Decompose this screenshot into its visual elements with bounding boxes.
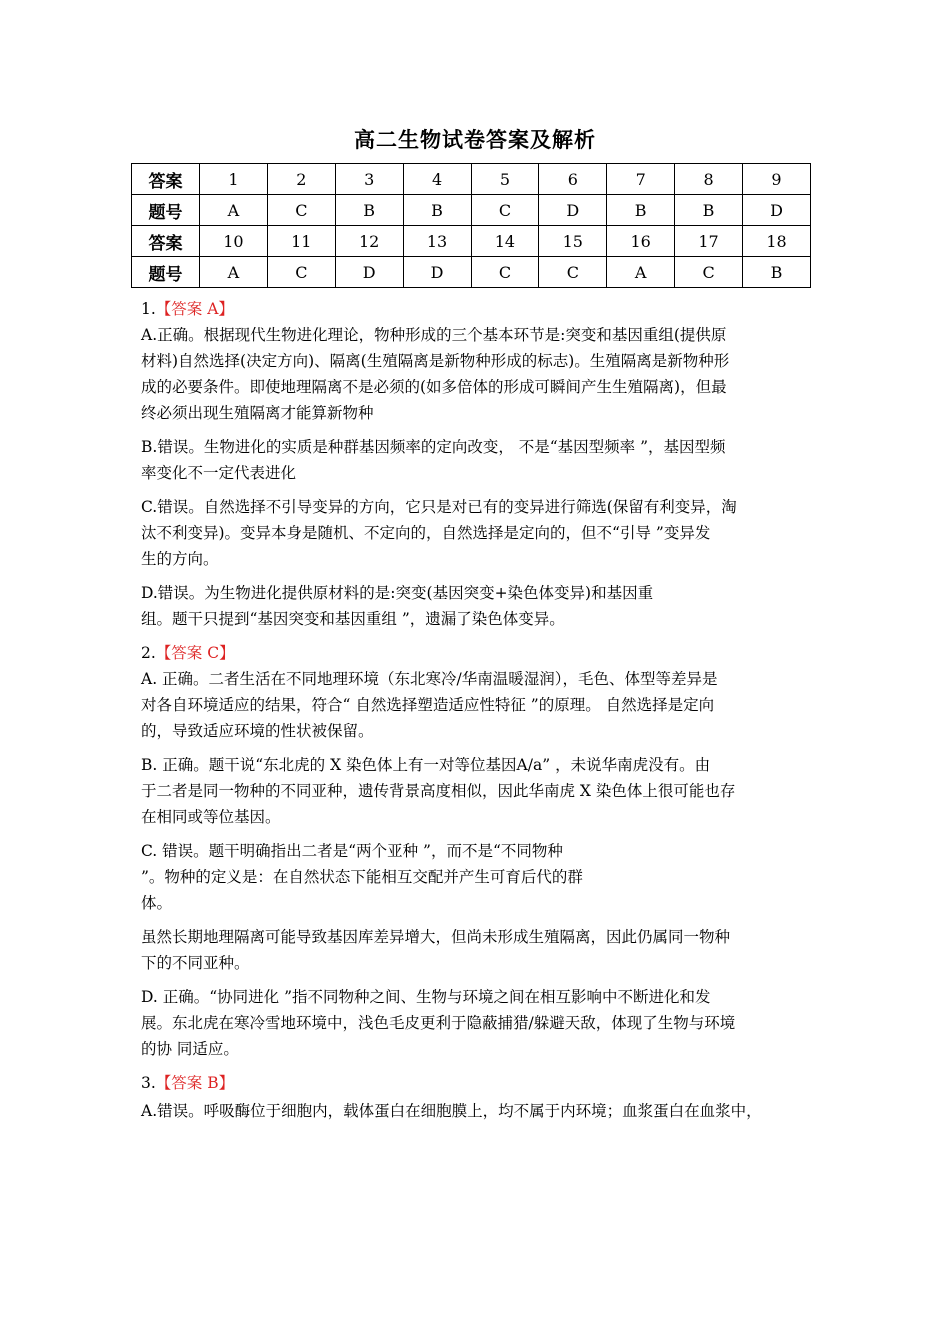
table-cell: B [403, 195, 471, 226]
table-cell: B [743, 257, 811, 288]
table-cell: A [200, 257, 268, 288]
row-header: 答案 [132, 164, 200, 195]
q1-option-c: C.错误。自然选择不引导变异的方向，它只是对已有的变异进行筛选(保留有利变异，淘 汰不利变异)。变异本身是随机、不定向的，自然选择是定向的，但不“引导 ”变异发 生的方向。 [141, 498, 737, 568]
table-cell: 6 [539, 164, 607, 195]
table-cell: 13 [403, 226, 471, 257]
table-row [132, 226, 811, 257]
page-title: 高二生物试卷答案及解析 [354, 128, 596, 152]
table-cell: 11 [267, 226, 335, 257]
table-cell: 9 [743, 164, 811, 195]
q2-number: 2. [141, 644, 156, 662]
table-cell: B [675, 195, 743, 226]
q2-option-d: D. 正确。“协同进化 ”指不同物种之间、生物与环境之间在相互影响中不断进化和发 展。东北虎在寒冷雪地环境中，浅色毛皮更利于隐蔽捕猎/躲避天敌，体现了生物与环境 的协 同适应。 [141, 988, 736, 1058]
explanations [141, 296, 821, 1124]
table-cell: A [607, 257, 675, 288]
q1-option-a: A.正确。根据现代生物进化理论，物种形成的三个基本环节是:突变和基因重组(提供原 材料)自然选择(决定方向)、隔离(生殖隔离是新物种形成的标志)。生殖隔离是新物种形 成的必要条件。即使地理隔离不是必须的(如多倍体的形成可瞬间产生生殖隔离)，但最 终必须出现生殖隔离才能算新物种 [141, 326, 730, 422]
q2-answer: 【答案 C】 [155, 644, 235, 662]
table-cell: 2 [267, 164, 335, 195]
table-cell: 7 [607, 164, 675, 195]
table-cell: 16 [607, 226, 675, 257]
answer-table [131, 163, 811, 288]
table-cell: 5 [471, 164, 539, 195]
table-cell: C [267, 195, 335, 226]
q3-answer: 【答案 B】 [155, 1074, 235, 1092]
q2-option-a: A. 正确。二者生活在不同地理环境（东北寒冷/华南温暖湿润），毛色、体型等差异是 对各自环境适应的结果，符合“ 自然选择塑造适应性特征 ”的原理。 自然选择是定向 的，导致适应环境的性状被保留。 [141, 670, 718, 740]
table-cell: B [607, 195, 675, 226]
table-cell: 18 [743, 226, 811, 257]
row-header: 答案 [132, 226, 200, 257]
table-cell: 14 [471, 226, 539, 257]
q2-option-c-continued: 虽然长期地理隔离可能导致基因库差异增大，但尚未形成生殖隔离，因此仍属同一物种 下的不同亚种。 [141, 928, 731, 972]
table-cell: D [403, 257, 471, 288]
table-cell: D [335, 257, 403, 288]
table-row [132, 257, 811, 288]
table-cell: C [675, 257, 743, 288]
q3-heading [141, 1070, 821, 1096]
table-cell: D [539, 195, 607, 226]
q1-number: 1. [141, 300, 156, 318]
table-row [132, 164, 811, 195]
table-cell: 10 [200, 226, 268, 257]
row-header: 题号 [132, 195, 200, 226]
table-cell: 4 [403, 164, 471, 195]
table-cell: C [267, 257, 335, 288]
q2-option-b: B. 正确。题干说“东北虎的 X 染色体上有一对等位基因A/a” ，未说华南虎没有。由 于二者是同一物种的不同亚种，遗传背景高度相似，因此华南虎 X 染色体上很可能也存 在相同或等位基因。 [141, 756, 736, 826]
q3-number: 3. [141, 1074, 156, 1092]
table-cell: 17 [675, 226, 743, 257]
q3-option-a: A.错误。呼吸酶位于细胞内，载体蛋白在细胞膜上，均不属于内环境；血浆蛋白在血浆中， [141, 1102, 762, 1120]
q1-heading [141, 296, 821, 322]
row-header: 题号 [132, 257, 200, 288]
q2-option-c: C. 错误。题干明确指出二者是“两个亚种 ”，而不是“不同物种 ”。物种的定义是：在自然状态下能相互交配并产生可育后代的群 体。 [141, 842, 583, 912]
table-cell: 3 [335, 164, 403, 195]
table-cell: A [200, 195, 268, 226]
table-cell: 15 [539, 226, 607, 257]
table-cell: C [539, 257, 607, 288]
table-cell: B [335, 195, 403, 226]
table-cell: 12 [335, 226, 403, 257]
table-cell: D [743, 195, 811, 226]
q1-answer: 【答案 A】 [155, 300, 234, 318]
q2-heading [141, 640, 821, 666]
table-cell: 8 [675, 164, 743, 195]
table-cell: C [471, 195, 539, 226]
q1-option-b: B.错误。生物进化的实质是种群基因频率的定向改变， 不是“基因型频率 ”，基因型频 率变化不一定代表进化 [141, 438, 726, 482]
table-row [132, 195, 811, 226]
table-cell: 1 [200, 164, 268, 195]
table-cell: C [471, 257, 539, 288]
q1-option-d: D.错误。为生物进化提供原材料的是:突变(基因突变+染色体变异)和基因重 组。题干只提到“基因突变和基因重组 ”，遗漏了染色体变异。 [141, 584, 654, 628]
